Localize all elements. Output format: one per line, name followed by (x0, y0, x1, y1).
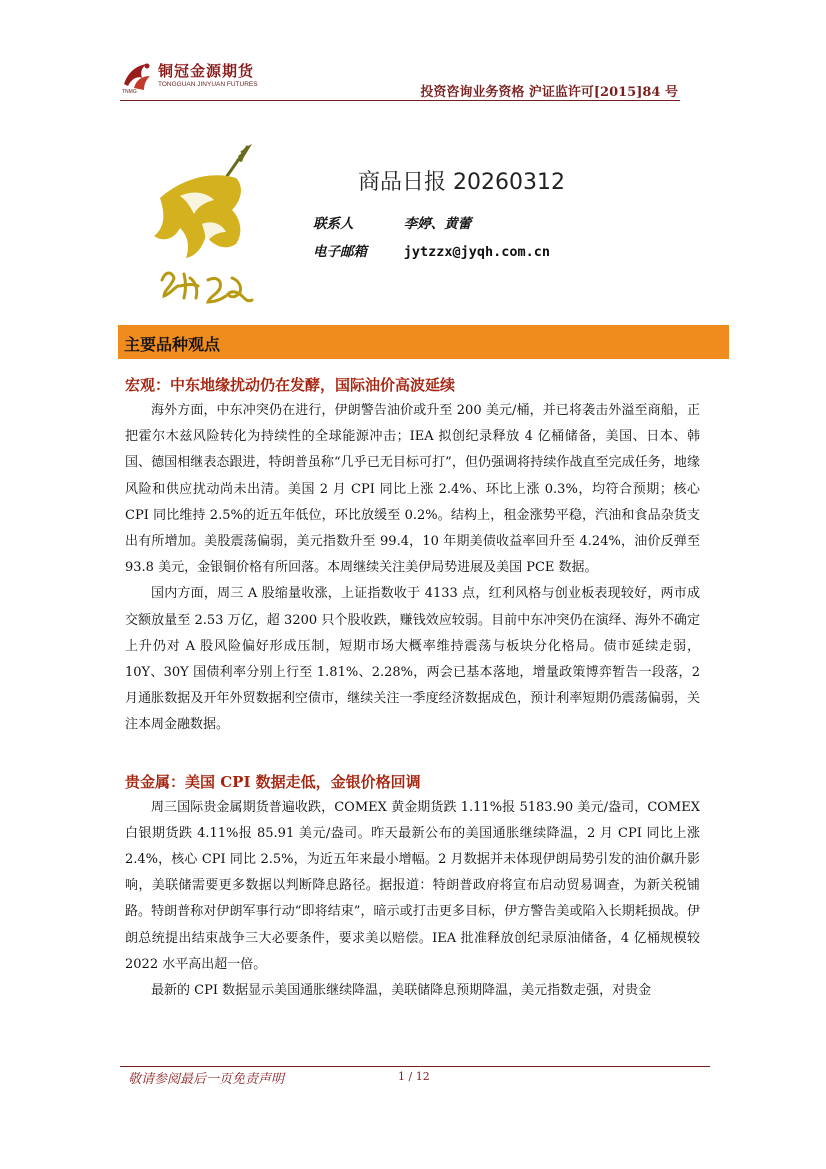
page-number: 1 / 12 (398, 1070, 430, 1083)
contact-row (313, 212, 471, 232)
logo-chinese-name: 铜冠金源期货 (158, 62, 255, 80)
contact-label: 联系人 (313, 216, 354, 232)
license-text: 投资咨询业务资格 沪证监许可[2015]84 号 (420, 85, 678, 100)
contact-names: 李婷、黄蕾 (403, 216, 472, 232)
footer-divider (120, 1066, 710, 1067)
disclaimer-note: 敬请参阅最后一页免责声明 (128, 1072, 285, 1087)
precious-metals-paragraph-1: 周三国际贵金属期货普遍收跌，COMEX 黄金期货跌 1.11%报 5183.90 美元/盎司，COMEX 白银期货跌 4.11%报 85.91 美元/盎司。昨天最新公布的美国通胀继续降温，2 月 CPI 同比上涨 2.4%，核心 CPI 同比 2.5%，为近五年来最小增幅。2 月数据并未体现伊朗局势引发的油价飙升影响，美联储需要更多数据以判断降息路径。据报道：特朗普政府将宣布启动贸易调查，为新关税铺路。特朗普称对伊朗军事行动“即将结束”，暗示或打击更多目标，伊方警告美或陷入长期耗损战。伊朗总统提出结束战争三大必要条件，要求美以赔偿。IEA 批准释放创纪录原油储备，4 亿桶规模较 2022 水平高出超一倍。 (125, 799, 700, 972)
tongling-nonferrous-emblem (140, 140, 290, 320)
email-row (313, 240, 550, 260)
logo-english-name: TONGGUAN JINYUAN FUTURES (158, 81, 258, 88)
precious-metals-paragraph-2: 最新的 CPI 数据显示美国通胀继续降温，美联储降息预期降温，美元指数走强，对贵金 (151, 983, 652, 999)
email-address[interactable]: jytzzx@jyqh.com.cn (403, 244, 551, 260)
logo-abbrev: TNMG (122, 89, 137, 95)
macro-paragraph-domestic: 国内方面，周三 A 股缩量收涨，上证指数收于 4133 点，红利风格与创业板表现较好，两市成交额放量至 2.53 万亿，超 3200 只个股收跌，赚钱效应较弱。目前中东冲突仍在演绎、海外不确定上升仍对 A 股风险偏好形成压制，短期市场大概率维持震荡与板块分化格局。债市延续走弱，10Y、30Y 国债利率分别上行至 1.81%、2.28%，两会已基本落地，增量政策博弈暂告一段落，2 月通胀数据及开年外贸数据利空债市，继续关注一季度经济数据成色，预计利率短期仍震荡偏弱，关注本周金融数据。 (125, 586, 700, 733)
header-divider (120, 100, 680, 101)
section-header (118, 325, 729, 359)
macro-paragraph-overseas: 海外方面，中东冲突仍在进行，伊朗警告油价或升至 200 美元/桶，并已将袭击外溢至商船，正把霍尔木兹风险转化为持续性的全球能源冲击；IEA 拟创纪录释放 4 亿桶储备，美国、日本、韩国、德国相继表态跟进，特朗普虽称“几乎已无目标可打”，但仍强调将持续作战直至完成任务，地缘风险和供应扰动尚未出清。美国 2 月 CPI 同比上涨 2.4%、环比上涨 0.3%，均符合预期；核心 CPI 同比维持 2.5%的近五年低位，环比放缓至 0.2%。结构上，租金涨势平稳，汽油和食品杂货支出有所增加。美股震荡偏弱，美元指数升至 99.4，10 年期美债收益率回升至 4.24%，油价反弹至 93.8 美元，金银铜价格有所回落。本周继续关注美伊局势进展及美国 PCE 数据。 (125, 403, 700, 576)
section-title: 主要品种观点 (124, 335, 221, 354)
section-gap (125, 739, 700, 769)
company-logo (120, 56, 270, 98)
report-body (125, 372, 700, 1004)
macro-heading: 宏观：中东地缘扰动仍在发酵，国际油价高波延续 (125, 376, 456, 394)
report-title: 商品日报 20260312 (358, 170, 565, 195)
precious-metals-heading: 贵金属：美国 CPI 数据走低，金银价格回调 (125, 772, 421, 791)
email-label: 电子邮箱 (313, 244, 367, 260)
